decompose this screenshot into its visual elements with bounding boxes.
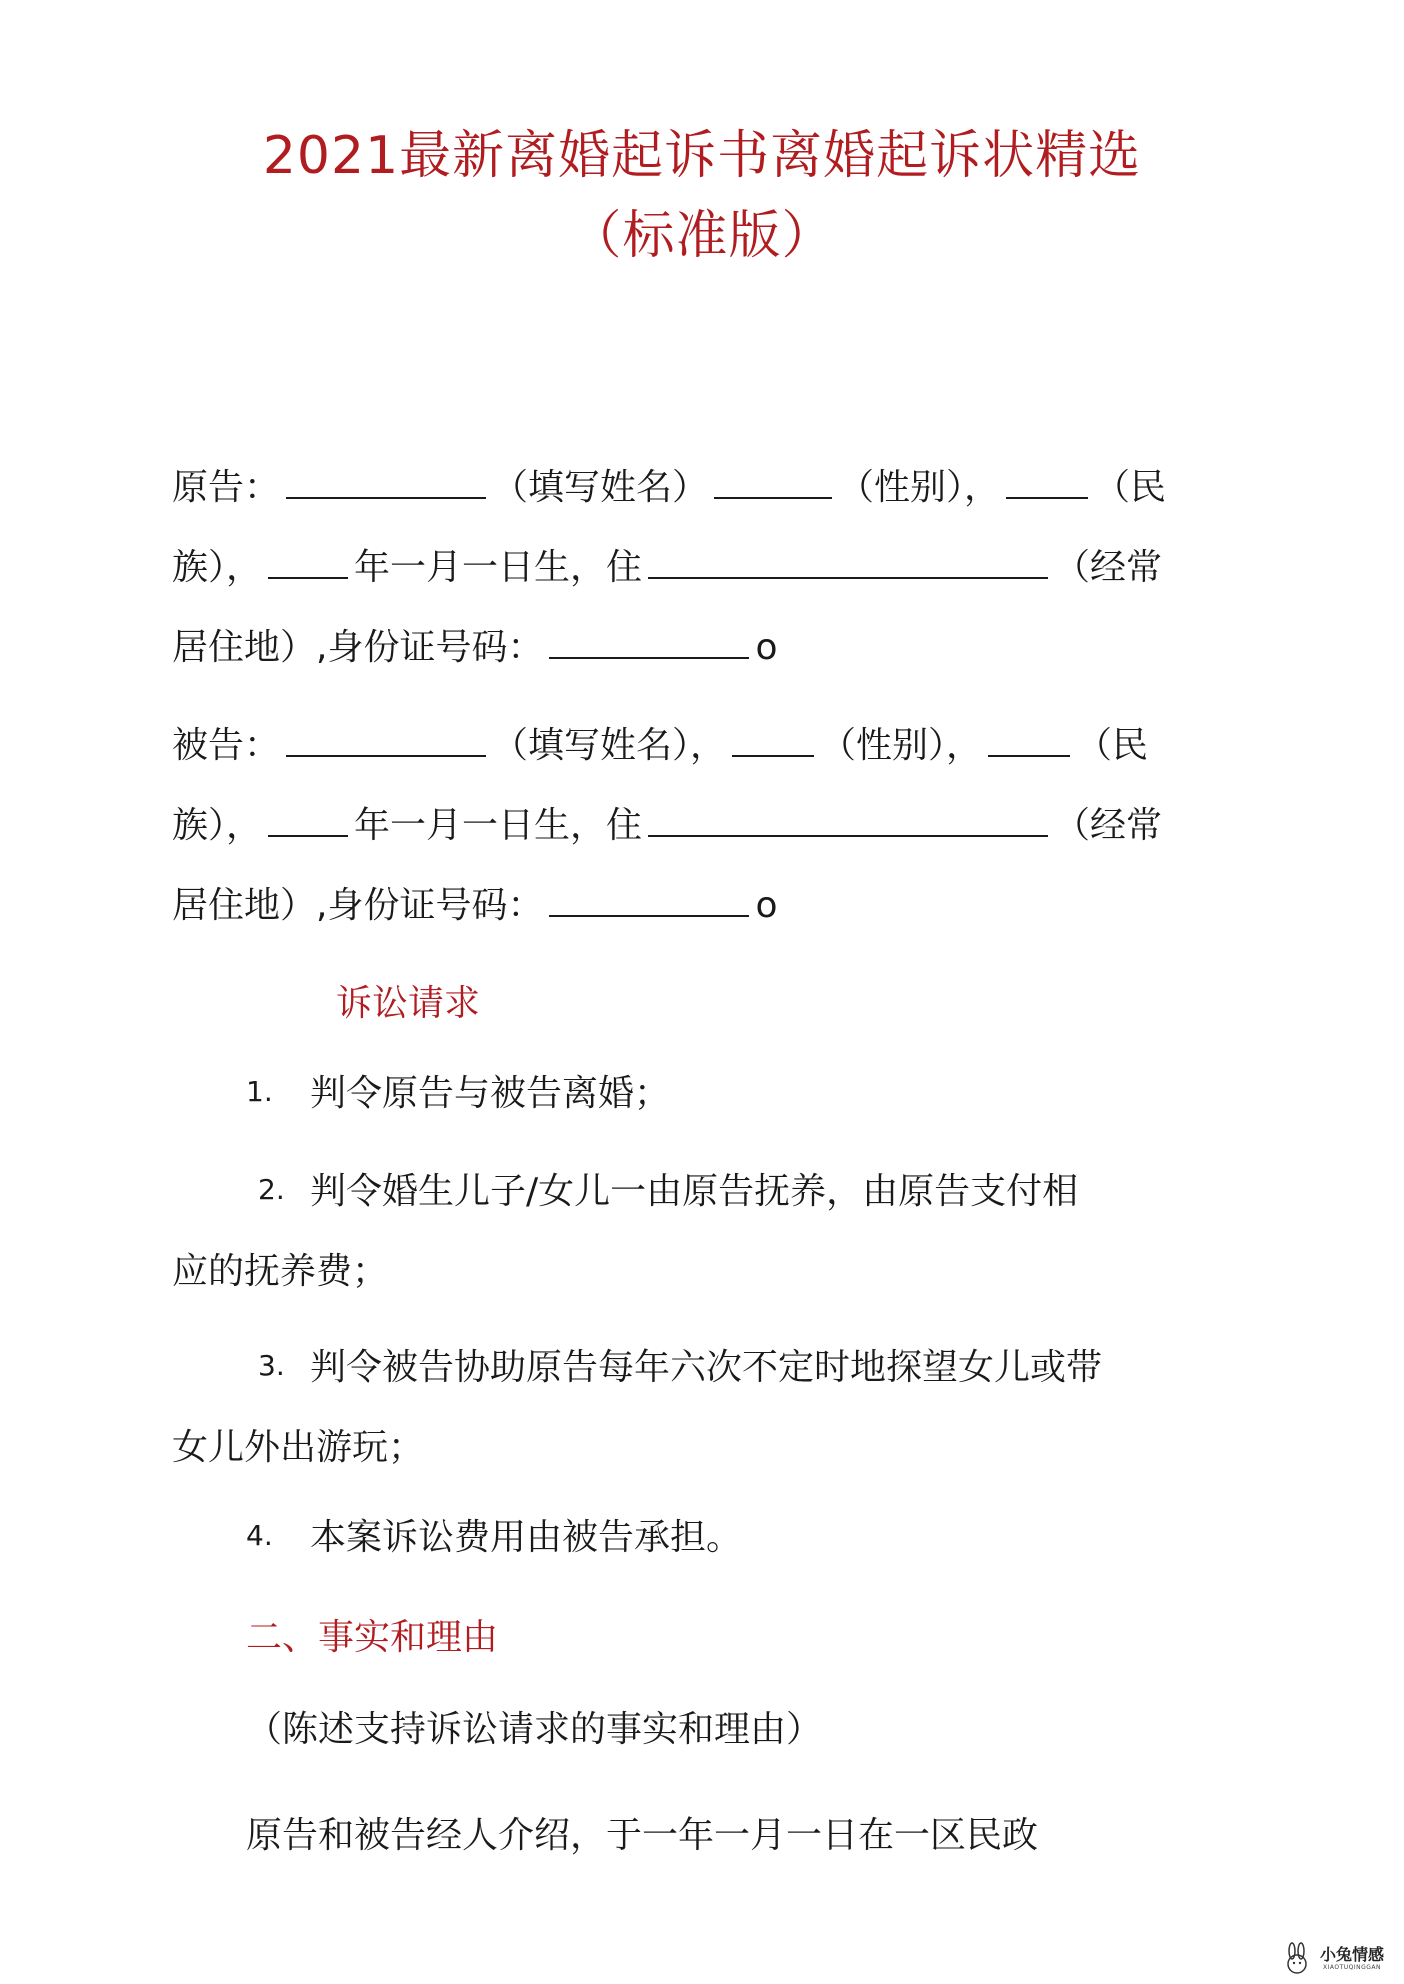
claim-number: 4. (246, 1519, 273, 1552)
ethnicity-blank (988, 725, 1070, 757)
section-note: （陈述支持诉讼请求的事实和理由） (246, 1709, 823, 1750)
plaintiff-label: 原告： (172, 467, 281, 508)
ethnicity-hint: （民 (1076, 725, 1149, 766)
ethnicity-hint-end: 族）， (172, 547, 263, 588)
id-number-label: 居住地）,身份证号码： (172, 885, 544, 926)
claim-text: 本案诉讼费用由被告承担。 (310, 1517, 743, 1558)
id-number-label: 居住地）,身份证号码： (172, 627, 544, 668)
birth-address-text: 年一月一日生，住 (354, 547, 643, 588)
section-body-text: 原告和被告经人介绍，于一年一月一日在一区民政 (246, 1815, 1039, 1856)
name-blank (286, 467, 486, 499)
name-hint: （填写姓名）， (492, 725, 727, 766)
claim-text: 判令被告协助原告每年六次不定时地探望女儿或带 (310, 1347, 1103, 1388)
address-blank (648, 547, 1048, 579)
residence-hint: （经常 (1054, 547, 1163, 588)
plaintiff-line-2 (172, 544, 1162, 592)
ethnicity-blank (1006, 467, 1088, 499)
id-number-blank (549, 627, 749, 659)
defendant-line-2 (172, 802, 1162, 850)
birth-year-blank (268, 805, 348, 837)
address-blank (648, 805, 1048, 837)
claim-number: 2. (258, 1173, 285, 1206)
defendant-label: 被告： (172, 725, 281, 766)
ethnicity-hint: （民 (1094, 467, 1167, 508)
claims-heading: 诉讼请求 (336, 983, 481, 1024)
watermark-subtitle: XIAOTUQINGGAN (1322, 1964, 1381, 1971)
watermark-text (1320, 1946, 1384, 1972)
birth-year-blank (268, 547, 348, 579)
claim-number: 3. (258, 1349, 285, 1382)
claim-text: 判令婚生儿子/女儿一由原告抚养，由原告支付相 (310, 1171, 1079, 1212)
claim-text-continued: 应的抚养费； (172, 1251, 389, 1292)
ethnicity-hint-end: 族）， (172, 805, 263, 846)
watermark-title: 小兔情感 (1319, 1945, 1384, 1964)
name-hint: （填写姓名） (492, 467, 709, 508)
document-title: 2021最新离婚起诉书离婚起诉状精选 (262, 126, 1142, 186)
gender-blank (714, 467, 832, 499)
gender-blank (732, 725, 814, 757)
residence-hint: （经常 (1054, 805, 1163, 846)
line-end-mark: o (755, 627, 778, 668)
plaintiff-line-3 (172, 624, 777, 672)
defendant-line-3 (172, 882, 777, 930)
gender-hint: （性别）， (838, 467, 1001, 508)
birth-address-text: 年一月一日生，住 (354, 805, 643, 846)
defendant-line-1 (172, 722, 1148, 770)
section-heading: 二、事实和理由 (246, 1617, 499, 1658)
claim-number: 1. (246, 1075, 273, 1108)
claim-text: 判令原告与被告离婚； (310, 1073, 671, 1114)
name-blank (286, 725, 486, 757)
line-end-mark: o (755, 885, 778, 926)
plaintiff-line-1 (172, 464, 1166, 512)
id-number-blank (549, 885, 749, 917)
gender-hint: （性别）， (820, 725, 983, 766)
watermark (1280, 1942, 1384, 1976)
rabbit-logo-icon (1280, 1942, 1314, 1976)
claim-text-continued: 女儿外出游玩； (172, 1427, 425, 1468)
document-subtitle: （标准版） (569, 206, 835, 266)
